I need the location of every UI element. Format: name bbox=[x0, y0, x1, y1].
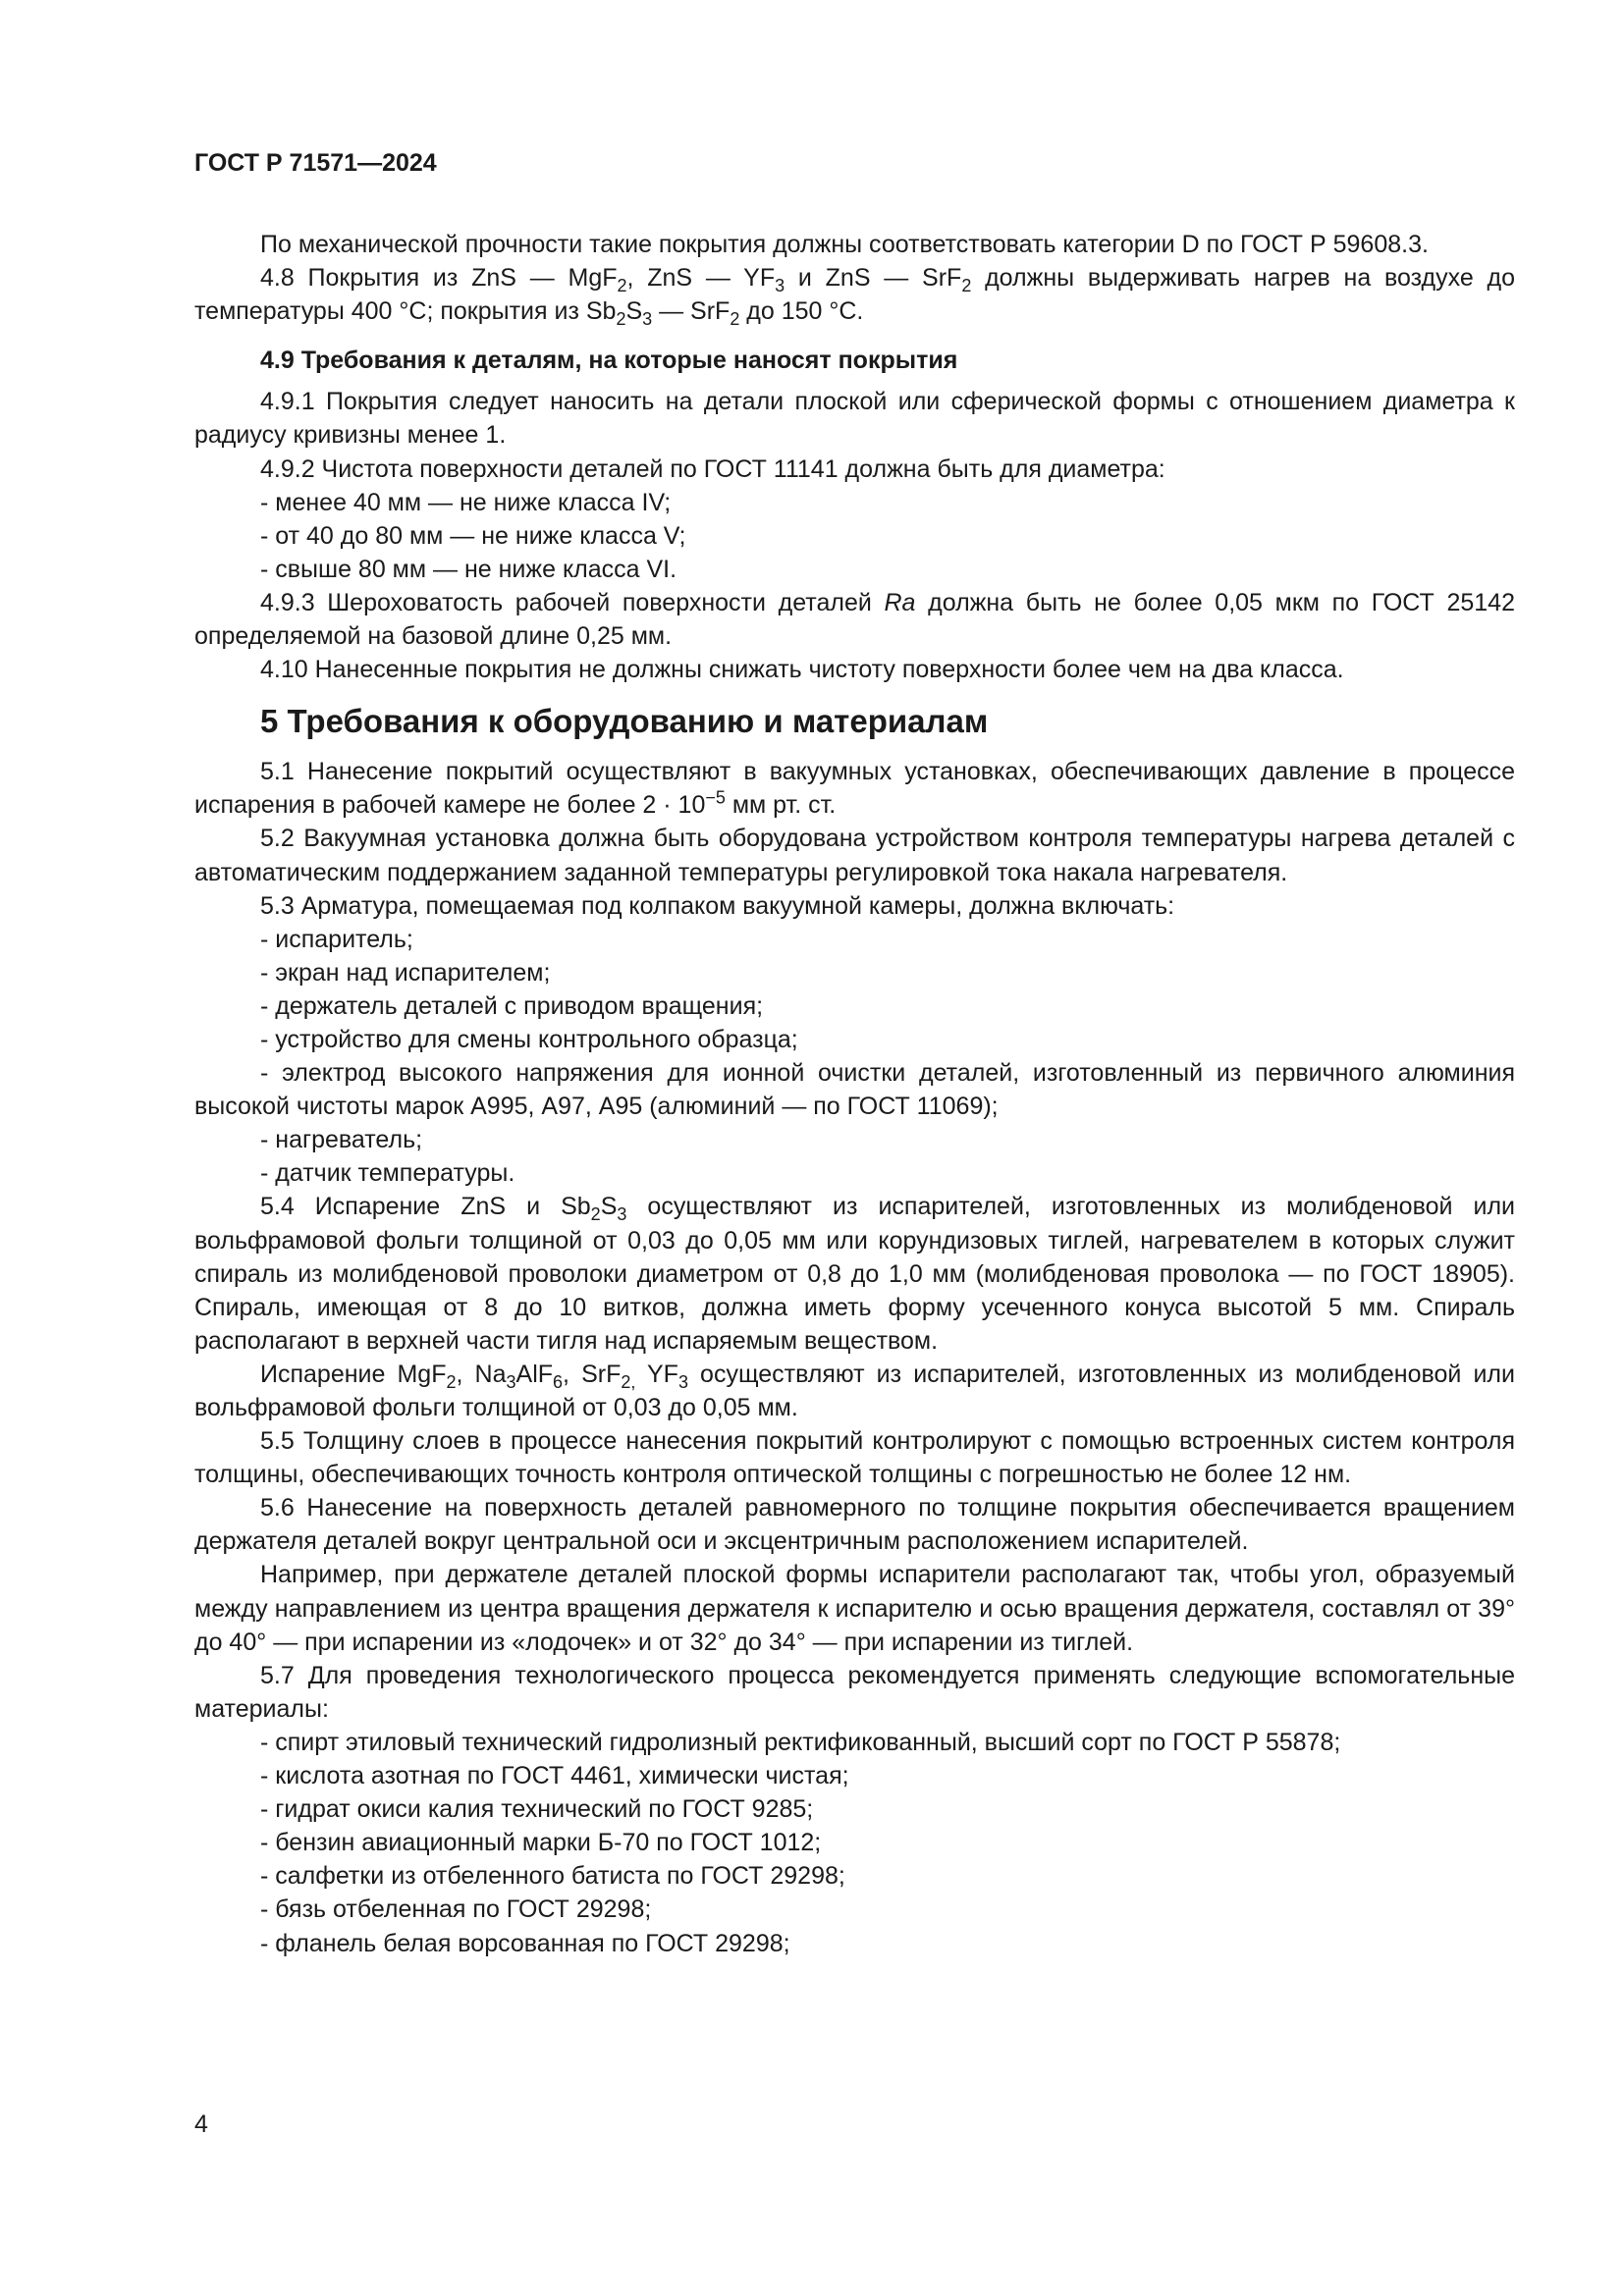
paragraph-4-9-2: 4.9.2 Чистота поверхности деталей по ГОСТ 11141 должна быть для диаметра: bbox=[260, 454, 1165, 483]
paragraph-5-7: 5.7 Для проведения технологического процесса рекомендуется применять следующие вспомогательные материалы: bbox=[194, 1661, 1515, 1723]
list-item: - свыше 80 мм — не ниже класса VI. bbox=[260, 555, 677, 583]
list-item: - салфетки из отбеленного батиста по ГОСТ 29298; bbox=[260, 1862, 845, 1891]
list-item: - фланель белая ворсованная по ГОСТ 29298; bbox=[260, 1929, 790, 1957]
list-item: - от 40 до 80 мм — не ниже класса V; bbox=[260, 521, 686, 550]
heading-4-9: 4.9 Требования к деталям, на которые наносят покрытия bbox=[260, 347, 958, 375]
list-item-electrode: - электрод высокого напряжения для ионной очистки деталей, изготовленный из первичного алюминия высокой чистоты марок А995, А97, А95 (алюминий — по ГОСТ 11069); bbox=[194, 1059, 1515, 1121]
paragraph-5-1: 5.1 Нанесение покрытий осуществляют в вакуумных установках, обеспечивающих давление в процессе испарения в рабочей камере не более $2 \cdot 10^{-5}$ мм рт. ст. bbox=[194, 758, 1515, 820]
list-item: - устройство для смены контрольного образца; bbox=[260, 1025, 798, 1053]
paragraph-example: Например, при держателе деталей плоской формы испарители располагают так, чтобы угол, образуемый между направлением из центра вращения держателя к испарителю и осью вращения держателя, составлял от 39° до 40° — при испарении из «лодочек» и от 32° до 34° — при испарении из тиглей. bbox=[194, 1561, 1515, 1656]
paragraph-4-9-1: 4.9.1 Покрытия следует наносить на детали плоской или сферической формы с отношением диаметра к радиусу кривизны менее 1. bbox=[194, 388, 1515, 450]
paragraph-4-10: 4.10 Нанесенные покрытия не должны снижать чистоту поверхности более чем на два класса. bbox=[260, 656, 1344, 684]
list-item: - спирт этиловый технический гидролизный ректификованный, высший сорт по ГОСТ Р 55878; bbox=[260, 1728, 1341, 1756]
list-item: - держатель деталей с приводом вращения; bbox=[260, 991, 764, 1020]
paragraph-5-3: 5.3 Арматура, помещаемая под колпаком вакуумной камеры, должна включать: bbox=[260, 891, 1175, 920]
page-number: 4 bbox=[194, 2110, 208, 2138]
paragraph-5-6: 5.6 Нанесение на поверхность деталей равномерного по толщине покрытия обеспечивается вращением держателя деталей вокруг центральной оси и эксцентричным расположением испарителей. bbox=[194, 1494, 1515, 1556]
paragraph-strength: По механической прочности такие покрытия должны соответствовать категории D по ГОСТ Р 59608.3. bbox=[260, 231, 1429, 258]
heading-section-5: 5 Требования к оборудованию и материалам bbox=[260, 703, 989, 740]
list-item: - кислота азотная по ГОСТ 4461, химически чистая; bbox=[260, 1762, 849, 1790]
list-item: - испаритель; bbox=[260, 925, 413, 953]
list-item: - экран над испарителем; bbox=[260, 958, 551, 987]
paragraph-5-2: 5.2 Вакуумная установка должна быть оборудована устройством контроля температуры нагрева деталей с автоматическим поддержанием заданной температуры регулировкой тока накала нагревателя. bbox=[194, 825, 1515, 886]
list-item: - нагреватель; bbox=[260, 1126, 423, 1154]
list-item: - бязь отбеленная по ГОСТ 29298; bbox=[260, 1896, 652, 1924]
paragraph-evaporation: Испарение MgF$_2$, $Na_3AlF_6$, SrF$_{2,}$ $YF_3$ осуществляют из испарителей, изготовленных из молибденовой или вольфрамовой фольги толщиной от 0,03 до 0,05 мм. bbox=[194, 1360, 1515, 1421]
paragraph-5-4: 5.4 Испарение ZnS и $Sb_2S_3$ осуществляют из испарителей, изготовленных из молибденовой или вольфрамовой фольги толщиной от 0,03 до 0,05 мм или корундизовых тиглей, нагревателем в которых служит спираль из молибденовой проволоки диаметром от 0,8 до 1,0 мм (молибденовая проволока — по ГОСТ 18905). Спираль, имеющая от 8 до 10 витков, должна иметь форму усеченного конуса высотой 5 мм. Спираль располагают в верхней части тигля над испаряемым веществом. bbox=[194, 1193, 1515, 1355]
document-body bbox=[194, 228, 1515, 1960]
list-item: - бензин авиационный марки Б-70 по ГОСТ 1012; bbox=[260, 1829, 822, 1857]
paragraph-4-8: 4.8 Покрытия из ZnS — MgF$_2$, ZnS — $YF_3$ и ZnS — SrF$_2$ должны выдерживать нагрев на воздухе до температуры 400 °C; покрытия из $Sb_2S_3$ — SrF$_2$ до 150 °C. bbox=[194, 264, 1515, 330]
list-item: - гидрат окиси калия технический по ГОСТ 9285; bbox=[260, 1795, 814, 1824]
list-item: - датчик температуры. bbox=[260, 1159, 515, 1188]
paragraph-5-5: 5.5 Толщину слоев в процессе нанесения покрытий контролируют с помощью встроенных систем контроля толщины, обеспечивающих точность контроля оптической толщины с погрешностью не более 12 нм. bbox=[194, 1427, 1515, 1489]
standard-header: ГОСТ Р 71571—2024 bbox=[194, 149, 437, 177]
list-item: - менее 40 мм — не ниже класса IV; bbox=[260, 488, 672, 516]
paragraph-4-9-3: 4.9.3 Шероховатость рабочей поверхности деталей Ra должна быть не более 0,05 мкм по ГОСТ 25142 определяемой на базовой длине 0,25 мм. bbox=[194, 588, 1515, 651]
